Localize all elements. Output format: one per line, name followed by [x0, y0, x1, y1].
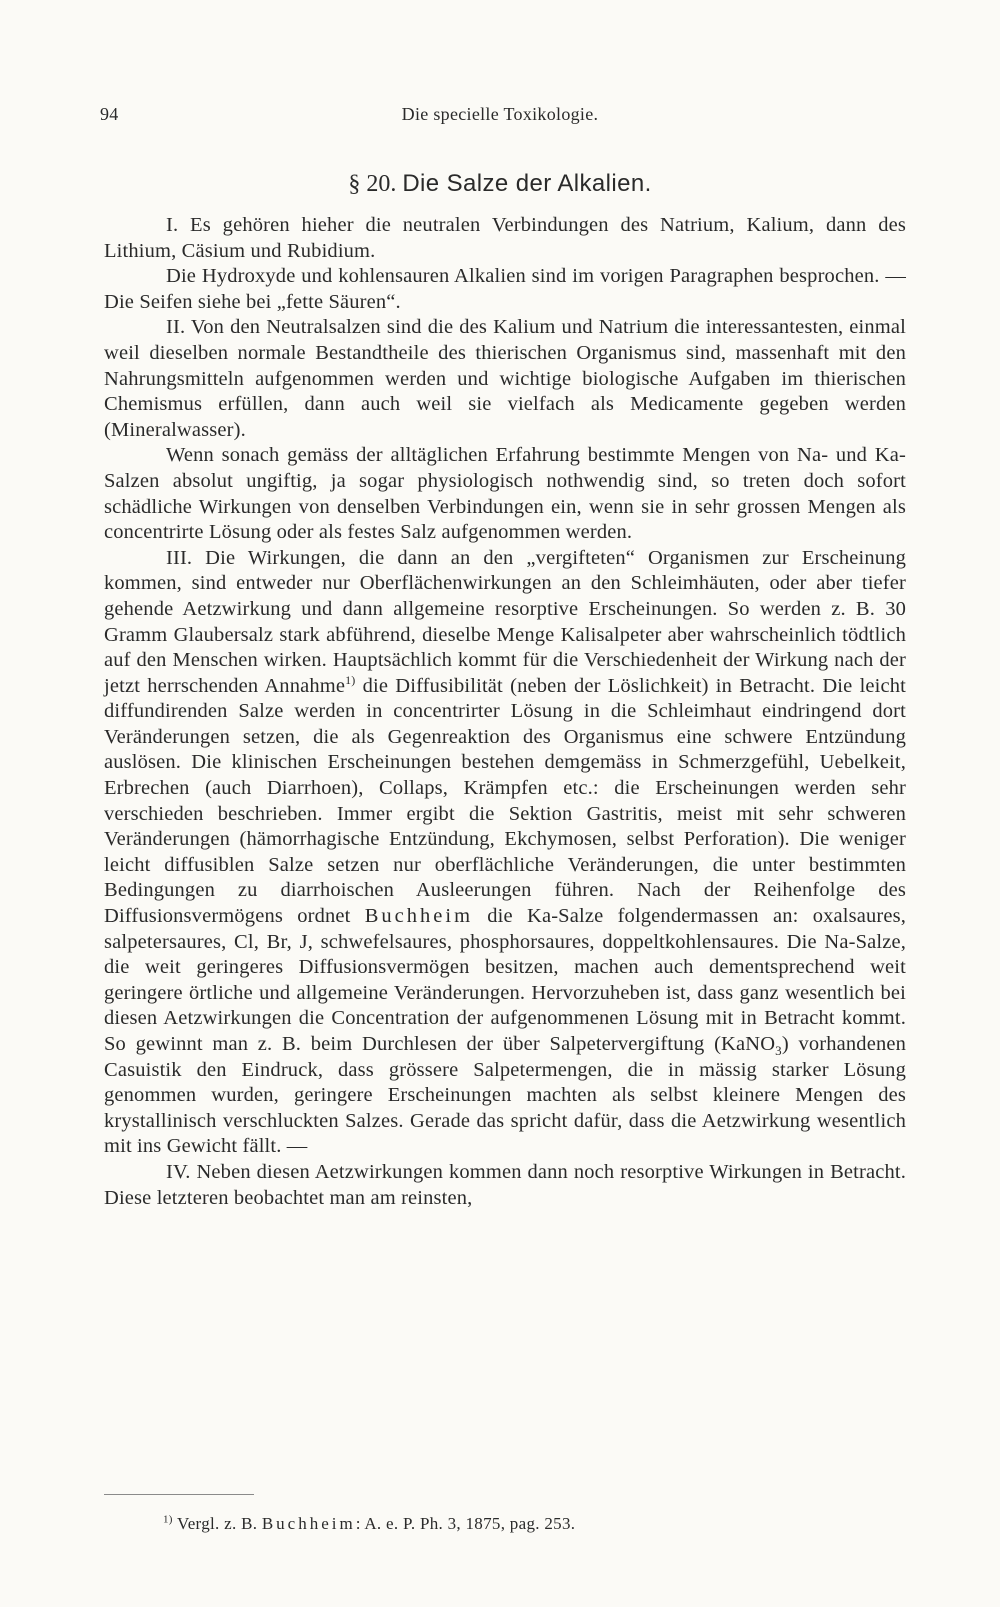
paragraph-1: I. Es gehören hieher die neutralen Verbindungen des Natrium, Kalium, dann des Lithium, Cäsium und Rubidium. — [104, 214, 906, 262]
paragraph-5-part-c: die Ka-Salze folgendermassen an: oxalsaures, salpetersaures, Cl, Br, J, schwefelsaures, phosphorsaures, doppeltkohlensaures. Die Na-Salze, die weit geringeres Diffusionsvermögen besitzen, machen auch dementsprechend weit geringere örtliche und allgemeine Veränderungen. Hervorzuheben ist, dass ganz wesentlich bei diesen Aetzwirkungen die Concentration der aufgenommenen Lösung mit in Betracht kommt. So gewinnt man z. B. beim Durchlesen der über Salpetervergiftung (KaNO — [104, 905, 906, 1055]
paragraph-5-part-b: die Diffusibilität (neben der Löslichkeit) in Betracht. Die leicht diffundirenden Salze werden in concentrirter Lösung in die Schleimhaut eindringend dort Veränderungen setzen, die als Gegenreaktion des Organismus eine schwere Entzündung auslösen. Die klinischen Erscheinungen bestehen demgemäss in Schmerzgefühl, Uebelkeit, Erbrechen (auch Diarrhoen), Collaps, Krämpfen etc.: die Erscheinungen werden sehr verschieden beschrieben. Immer ergibt die Sektion Gastritis, meist mit sehr schweren Veränderungen (hämorrhagische Entzündung, Ekchymosen, selbst Perforation). Die weniger leicht diffusiblen Salze setzen nur oberflächliche Veränderungen, die unter bestimmten Bedingungen zu diarrhoischen Ausleerungen führen. Nach der Reihenfolge des Diffusionsvermögens ordnet — [104, 674, 907, 928]
footnote-mark: 1) — [163, 1513, 173, 1526]
section-title: Die Salze der Alkalien. — [402, 170, 652, 197]
footnote — [163, 1514, 863, 1534]
running-title: Die specielle Toxikologie. — [401, 104, 599, 124]
paragraph-5-part-a: III. Die Wirkungen, die dann an den „vergifteten“ Organismen zur Erscheinung kommen, sind entweder nur Oberflächenwirkungen an den Schleimhäuten, oder aber tiefer gehende Aetzwirkung und dann allgemeine resorptive Erscheinungen. So werden z. B. 30 Gramm Glaubersalz stark abführend, dieselbe Menge Kalisalpeter aber wahrscheinlich tödtlich auf den Menschen wirken. Hauptsächlich kommt für die Verschiedenheit der Wirkung nach der jetzt herrschenden Annahme — [104, 546, 906, 697]
footnote-prefix: Vergl. z. B. — [177, 1514, 262, 1533]
page-number: 94 — [100, 104, 119, 124]
paragraph-6: IV. Neben diesen Aetzwirkungen kommen dann noch resorptive Wirkungen in Betracht. Diese letzteren beobachtet man am reinsten, — [104, 1160, 906, 1209]
paragraph-2: Die Hydroxyde und kohlensauren Alkalien sind im vorigen Paragraphen besprochen. — Die Seifen siehe bei „fette Säuren“. — [104, 265, 906, 313]
paragraph-5 — [104, 546, 906, 1160]
section-number: § 20. — [348, 171, 397, 197]
paragraph-3: II. Von den Neutralsalzen sind die des Kalium und Natrium die interessantesten, einmal weil dieselben normale Bestandtheile des thierischen Organismus sind, massenhaft mit den Nahrungsmitteln aufgenommen werden und wichtige biologische Aufgaben im thierischen Chemismus erfüllen, dann auch weil sie vielfach als Medicamente gegeben werden (Mineralwasser). — [104, 316, 906, 441]
footnote-author: Buchheim — [261, 1514, 356, 1533]
author-name: Buchheim — [364, 905, 474, 928]
footnote-citation: : A. e. P. Ph. 3, 1875, pag. 253. — [355, 1514, 576, 1533]
paragraph-4: Wenn sonach gemäss der alltäglichen Erfahrung bestimmte Mengen von Na- und Ka-Salzen absolut ungiftig, ja sogar physiologisch nothwendig sind, so treten doch sofort schädliche Wirkungen von denselben Verbindungen ein, wenn sie in sehr grossen Mengen als concentrirte Lösung oder als festes Salz aufgenommen werden. — [104, 444, 906, 544]
body-text — [104, 213, 906, 1211]
paragraph-5-part-d: ) vorhandenen Casuistik den Eindruck, dass grössere Salpetermengen, die in mässig starker Lösung genommen wurden, geringere Erscheinungen machten als selbst kleinere Mengen des krystallinisch verschluckten Salzes. Gerade das spricht dafür, dass die Aetzwirkung wesentlich mit ins Gewicht fällt. — — [104, 1033, 906, 1158]
running-head — [100, 104, 900, 132]
footnote-reference: 1) — [345, 672, 356, 687]
footnote-divider — [104, 1494, 254, 1495]
section-heading — [100, 170, 900, 198]
formula-subscript: 3 — [775, 1043, 782, 1059]
